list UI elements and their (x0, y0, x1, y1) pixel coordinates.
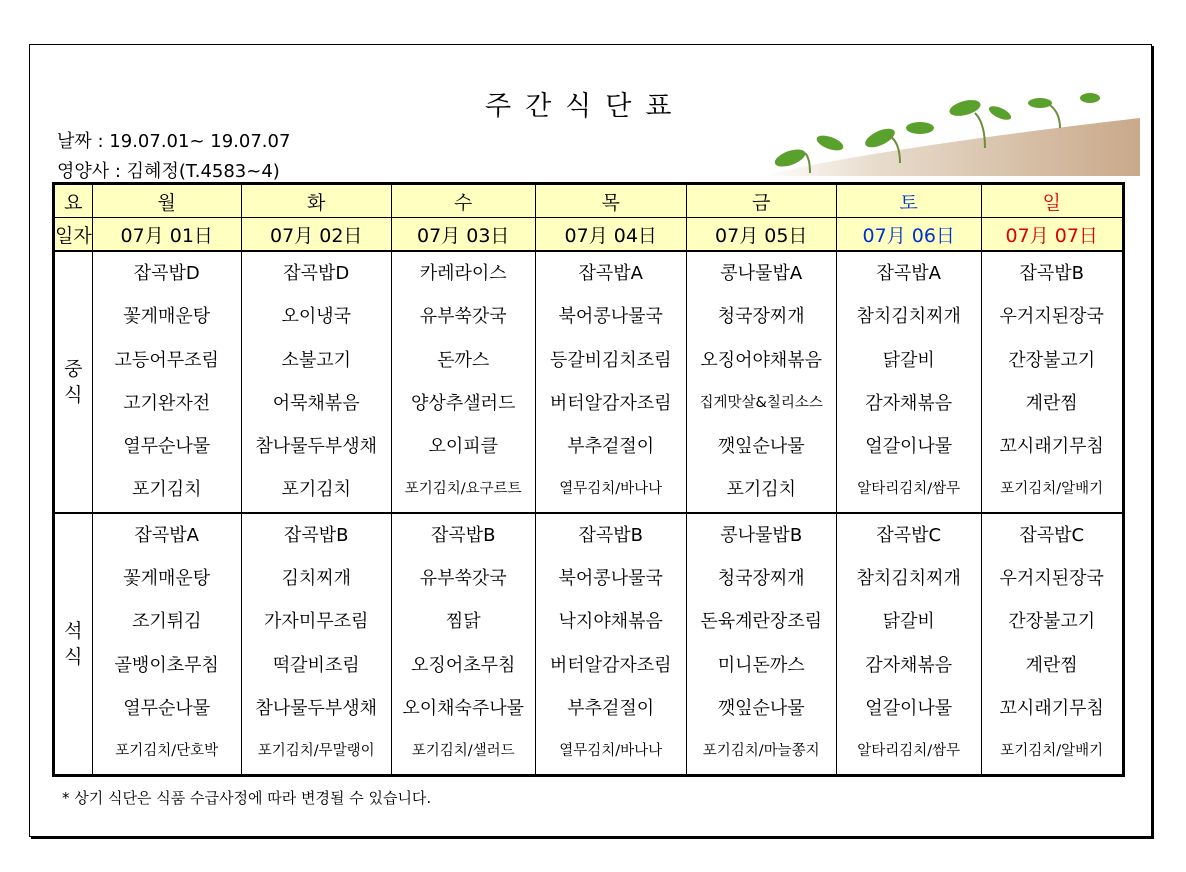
day-wed: 수 (391, 184, 535, 218)
menu-item: 부추겉절이 (567, 697, 655, 719)
day-mon: 월 (92, 184, 241, 218)
menu-item: 잡곡밥C (1019, 524, 1085, 546)
menu-item: 깻잎순나물 (717, 697, 805, 719)
menu-item: 고등어무조림 (114, 349, 219, 371)
dinner-day-2 (391, 513, 535, 775)
menu-item: 콩나물밥A (720, 263, 803, 284)
menu-item: 김치찌개 (281, 568, 351, 590)
menu-item: 간장불고기 (1008, 349, 1096, 371)
menu-item: 찜닭 (445, 611, 481, 633)
day-tue: 화 (241, 184, 391, 218)
menu-item: 유부쑥갓국 (419, 306, 507, 328)
lunch-day-6 (981, 251, 1123, 513)
date-fri: 07月 05日 (686, 218, 836, 252)
menu-item: 꼬시래기무침 (999, 436, 1104, 458)
lunch-day-0 (92, 251, 241, 513)
menu-item: 오이피클 (428, 436, 498, 458)
menu-item: 미니돈까스 (717, 654, 805, 676)
menu-item: 조기튀김 (131, 611, 202, 633)
menu-item: 소불고기 (281, 349, 351, 371)
menu-item: 부추겉절이 (567, 436, 655, 458)
menu-item: 버터알감자조림 (549, 654, 672, 676)
menu-item: 오징어초무침 (411, 654, 516, 676)
menu-item: 계란찜 (1025, 392, 1078, 414)
menu-item: 어묵채볶음 (272, 392, 360, 414)
menu-item: 돈까스 (437, 349, 490, 371)
dinner-day-6 (981, 513, 1123, 775)
menu-item: 열무김치/바나나 (559, 743, 663, 760)
dinner-day-3 (535, 513, 686, 775)
menu-item: 포기김치/단호박 (115, 743, 219, 760)
lunch-day-3 (535, 251, 686, 513)
menu-item: 포기김치/샐러드 (411, 743, 515, 760)
menu-item: 우거지된장국 (999, 568, 1104, 590)
menu-item: 참치김치찌개 (856, 568, 961, 590)
menu-item: 알타리김치/쌈무 (857, 743, 961, 760)
menu-item: 닭갈비 (882, 611, 935, 633)
menu-item: 꽃게매운탕 (123, 306, 211, 328)
menu-item: 오징어야채볶음 (700, 349, 823, 371)
menu-item: 알타리김치/쌈무 (857, 481, 961, 498)
menu-item: 집게맛살&칠리소스 (699, 394, 823, 411)
menu-item: 감자채볶음 (865, 392, 953, 414)
menu-item: 잡곡밥A (134, 524, 199, 546)
menu-item: 유부쑥갓국 (419, 568, 507, 590)
date-thu: 07月 04日 (535, 218, 686, 252)
date-mon: 07月 01日 (92, 218, 241, 252)
page-title: 주간식단표 (485, 91, 686, 122)
menu-item: 참치김치찌개 (856, 306, 961, 328)
dinner-label: 석 식 (54, 513, 93, 775)
menu-item: 포기김치/알배기 (1000, 481, 1104, 498)
weekly-menu-table (52, 182, 1125, 777)
menu-item: 청국장찌개 (717, 568, 805, 590)
menu-item: 참나물두부생채 (255, 436, 378, 458)
day-thu: 목 (535, 184, 686, 218)
menu-item: 간장불고기 (1008, 611, 1096, 633)
menu-item: 콩나물밥B (720, 524, 803, 546)
menu-item: 깻잎순나물 (717, 436, 805, 458)
menu-item: 가자미무조림 (264, 611, 369, 633)
menu-item: 북어콩나물국 (558, 306, 663, 328)
menu-item: 얼갈이나물 (865, 436, 953, 458)
sprout-illustration (760, 88, 1140, 178)
menu-item: 등갈비김치조림 (549, 349, 672, 371)
menu-item: 돈육계란장조림 (700, 611, 823, 633)
menu-item: 떡갈비조림 (272, 654, 360, 676)
menu-item: 닭갈비 (882, 349, 935, 371)
menu-item: 포기김치 (281, 479, 351, 501)
menu-item: 열무순나물 (123, 436, 211, 458)
menu-item: 잡곡밥B (283, 524, 349, 546)
menu-item: 잡곡밥D (283, 263, 350, 284)
menu-item: 포기김치 (131, 479, 202, 501)
lunch-day-4 (686, 251, 836, 513)
dinner-day-5 (836, 513, 981, 775)
menu-item: 열무순나물 (123, 697, 211, 719)
day-row (54, 184, 1124, 218)
date-row (54, 218, 1124, 252)
menu-item: 잡곡밥C (876, 524, 942, 546)
dietitian-info: 영양사 : 김혜정(T.4583~4) (57, 161, 280, 182)
menu-item: 포기김치/요구르트 (404, 481, 522, 498)
lunch-label: 중 식 (54, 251, 93, 513)
menu-item: 감자채볶음 (865, 654, 953, 676)
menu-item: 참나물두부생채 (255, 697, 378, 719)
menu-item: 계란찜 (1025, 654, 1078, 676)
lunch-day-5 (836, 251, 981, 513)
lunch-day-1 (241, 251, 391, 513)
menu-item: 낙지야채볶음 (558, 611, 663, 633)
menu-item: 버터알감자조림 (549, 392, 672, 414)
day-sun: 일 (981, 184, 1123, 218)
menu-item: 잡곡밥B (430, 524, 496, 546)
day-fri: 금 (686, 184, 836, 218)
menu-item: 북어콩나물국 (558, 568, 663, 590)
menu-item: 포기김치 (726, 479, 796, 501)
date-tue: 07月 02日 (241, 218, 391, 252)
menu-item: 얼갈이나물 (865, 697, 953, 719)
dinner-day-4 (686, 513, 836, 775)
menu-item: 꽃게매운탕 (123, 568, 211, 590)
date-label: 일자 (54, 218, 93, 252)
menu-item: 오이채숙주나물 (402, 697, 525, 719)
date-sat: 07月 06日 (836, 218, 981, 252)
date-range: 날짜 : 19.07.01~ 19.07.07 (57, 131, 291, 152)
menu-item: 잡곡밥B (1019, 263, 1084, 284)
menu-item: 오이냉국 (281, 306, 351, 328)
menu-item: 잡곡밥A (578, 263, 643, 284)
footnote: * 상기 식단은 식품 수급사정에 따라 변경될 수 있습니다. (62, 789, 432, 807)
menu-item: 골뱅이초무침 (114, 654, 219, 676)
menu-item: 꼬시래기무침 (999, 697, 1104, 719)
menu-item: 우거지된장국 (999, 306, 1104, 328)
day-label: 요 (54, 184, 93, 218)
menu-item: 고기완자전 (123, 392, 211, 414)
date-wed: 07月 03日 (391, 218, 535, 252)
menu-item: 포기김치/마늘쫑지 (702, 743, 820, 760)
menu-item: 열무김치/바나나 (559, 481, 663, 498)
day-sat: 토 (836, 184, 981, 218)
menu-item: 잡곡밥A (876, 263, 941, 284)
dinner-row (54, 513, 1124, 775)
menu-item: 잡곡밥D (133, 263, 200, 284)
menu-item: 포기김치/무말랭이 (257, 743, 375, 760)
dinner-day-0 (92, 513, 241, 775)
menu-item: 잡곡밥B (578, 524, 643, 546)
date-sun: 07月 07日 (981, 218, 1123, 252)
dinner-day-1 (241, 513, 391, 775)
menu-item: 포기김치/알배기 (1000, 743, 1104, 760)
menu-item: 양상추샐러드 (411, 392, 516, 414)
lunch-day-2 (391, 251, 535, 513)
menu-item: 카레라이스 (419, 263, 507, 284)
menu-item: 청국장찌개 (717, 306, 805, 328)
lunch-row (54, 251, 1124, 513)
